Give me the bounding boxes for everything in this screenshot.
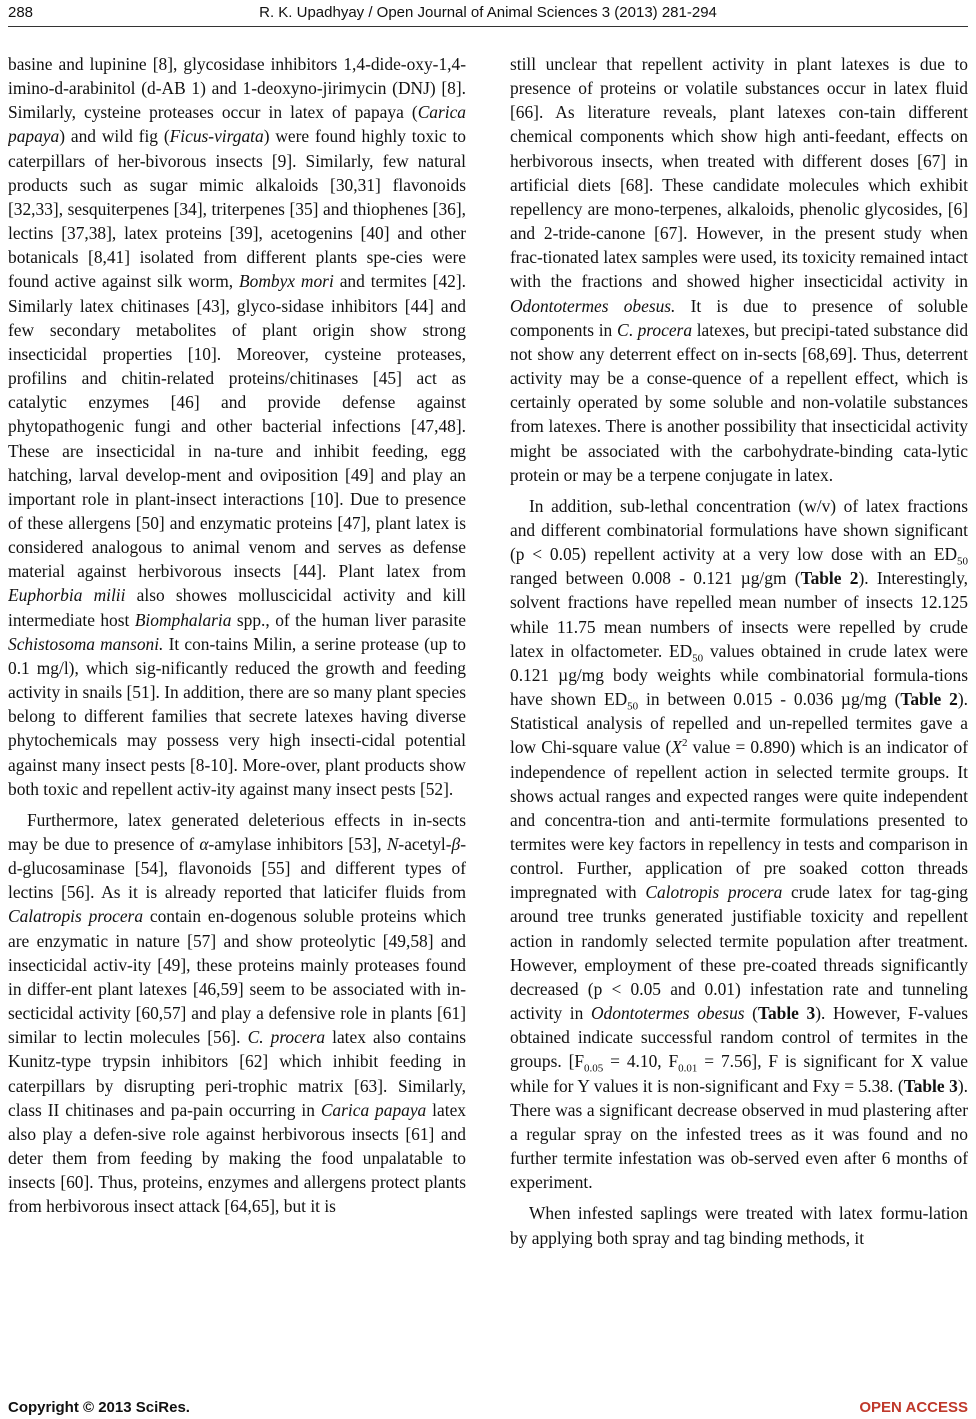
header-rule — [8, 26, 968, 27]
right-paragraph-1: still unclear that repellent activity in plant latexes is due to presence of proteins or volatile substances occur in latex fluid [66]. As literature reveals, plant latexes con-tain different chemical components which show high anti-feedant, effects on herbivorous insects, when treated with different doses [67] in artificial diets [68]. These candidate molecules which exhibit repellency are mono-terpenes, alkaloids, phenolic glycosides, [6] and 2-tride-canone [67]. However, in the present study when frac-tionated latex samples were used, its toxicity remained intact with the fractions and showed higher insecticidal activity in Odontotermes obesus. It is due to presence of soluble components in C. procera latexes, but precipi-tated substance did not show any deterrent effect on in-sects [68,69]. Thus, deterrent activity may be a conse-quence of a repellent effect, which is certainly operated by some soluble and non-volatile substances from latexes. There is another possibility that insecticidal activity might be associated with the carbohydrate-binding cata-lytic protein or may be a terpene conjugate in latex. — [510, 54, 968, 485]
left-paragraph-1: basine and lupinine [8], glycosidase inhibitors 1,4-dide-oxy-1,4-imino-d-arabinitol (d-AB 1) and 1-deoxyno-jirimycin (DNJ) [8]. Similarly, cysteine proteases occur in latex of papaya (Carica papaya) and wild fig (Ficus-virgata) were found highly toxic to caterpillars of her-bivorous insects [9]. Similarly, few natural products such as sugar mimic alkaloids [30,31] flavonoids [32,33], sesquiterpenes [34], triterpenes [35] and thiophenes [36], lectins [37,38], latex proteins [39], acetogenins [40] and other botanicals [8,41] isolated from different plants spe-cies were found active against silk worm, Bombyx mori and termites [42]. Similarly latex chitinases [43], glyco-sidase inhibitors [44] and few secondary metabolites of plant origin show strong insecticidal properties [10]. Moreover, cysteine proteases, profilins and chitin-related proteins/chitinases [45] act as catalytic enzymes [46] and provide defense against phytopathogenic fungi and other bacterial infections [47,48]. These are insecticidal in na-ture and inhibit feeding, egg hatching, larval develop-ment and oviposition [49] and play an important role in plant-insect interactions [10]. Due to presence of these allergens [50] and enzymatic proteins [47], plant latex is considered analogous to animal venom and serves as defense material against herbivorous insects [44]. Plant latex from Euphorbia milii also showes molluscicidal activity and kill intermediate host Biomphalaria spp., of the human liver parasite Schistosoma mansoni. It con-tains Milin, a serine protease (up to 0.1 mg/l), which sig-nificantly reduced the growth and feeding activity in snails [51]. In addition, there are so many plant species belong to different families that secrete latexes having diverse phytochemicals may possess very high insecti-cidal potential against many insect pests [8-10]. More-over, plant products show both toxic and repellent activ-ity against many insect pests [52]. — [8, 54, 466, 799]
page-number: 288 — [8, 4, 34, 21]
left-column — [8, 52, 466, 1372]
right-paragraph-2: In addition, sub-lethal concentration (w/v) of latex fractions and different combinatorial formulations have shown significant (p < 0.05) repellent activity at a very low dose with an $ED_{50}$ ranged between 0.008 - 0.121 µg/gm (Table 2). Interestingly, solvent fractions have repelled mean number of insects 12.125 while 11.75 mean numbers of insects were repelled by crude latex in olfactometer. $ED_{50}$ values obtained in crude latex were 0.121 µg/mg body weights while combinatorial formula-tions have shown $ED_{50}$ in between 0.015 - 0.036 µg/mg (Table 2). Statistical analysis of repelled and un-repelled termites gave a low Chi-square value ($X^2$ value = 0.890) which is an indicator of independence of repellent action in selected termite groups. It shows actual ranges and expected ranges were quite independent and concentra-tion and anti-termite formulations presented to termites were key factors in repellency in tests and comparison in control. Further, application of pre soaked cotton threads impregnated with Calotropis procera crude latex for tag-ging around tree trunks generated justifiable toxicity and repellent action in randomly selected termite population after treatment. However, employment of these pre-coated threads significantly decreased (p < 0.05 and 0.01) infestation rate and tunneling activity in Odontotermes obesus (Table 3). However, F-values obtained indicate successful random control of termites in the groups. [$F_{0.05} = 4.10$, $F_{0.01} = 7.56$], F is significant for X value while for Y values it is non-significant and Fxy = 5.38. (Table 3). There was a significant decrease observed in mud plastering after a regular spray on the infested trees as it was found and no further termite infestation was ob-served even after 6 months of experiment. — [510, 495, 968, 1193]
open-access-label: OPEN ACCESS — [859, 1399, 968, 1416]
running-head: R. K. Upadhyay / Open Journal of Animal Sciences 3 (2013) 281-294 — [259, 4, 717, 21]
copyright-notice: Copyright © 2013 SciRes. — [8, 1399, 190, 1416]
right-column — [510, 52, 968, 1372]
right-paragraph-3: When infested saplings were treated with latex formu-lation by applying both spray and tag binding methods, it — [510, 1203, 968, 1248]
left-paragraph-2: Furthermore, latex generated deleterious effects in in-sects may be due to presence of α-amylase inhibitors [53], N-acetyl-β-d-glucosaminase [54], flavonoids [55] and different types of lectins [56]. As it is already reported that laticifer fluids from Calatropis procera contain en-dogenous soluble proteins which are enzymatic in nature [57] and show proteolytic [49,58] and insecticidal activ-ity [49], these proteins mainly proteases found in differ-ent plant latexes [46,59] seem to be associated with in-secticidal activity [60,57] and play a defensive role in plants [61] similar to lectin molecules [56]. C. procera latex also contains Kunitz-type trypsin inhibitors [62] which inhibit feeding in caterpillars by disrupting peri-trophic matrix [63]. Similarly, class II chitinases and pa-pain occurring in Carica papaya latex also play a defen-sive role against herbivorous insects [61] and deter them from feeding by making the food unpalatable to insects [60]. Thus, proteins, enzymes and allergens protect plants from herbivorous insect attack [64,65], but it is — [8, 809, 466, 1217]
